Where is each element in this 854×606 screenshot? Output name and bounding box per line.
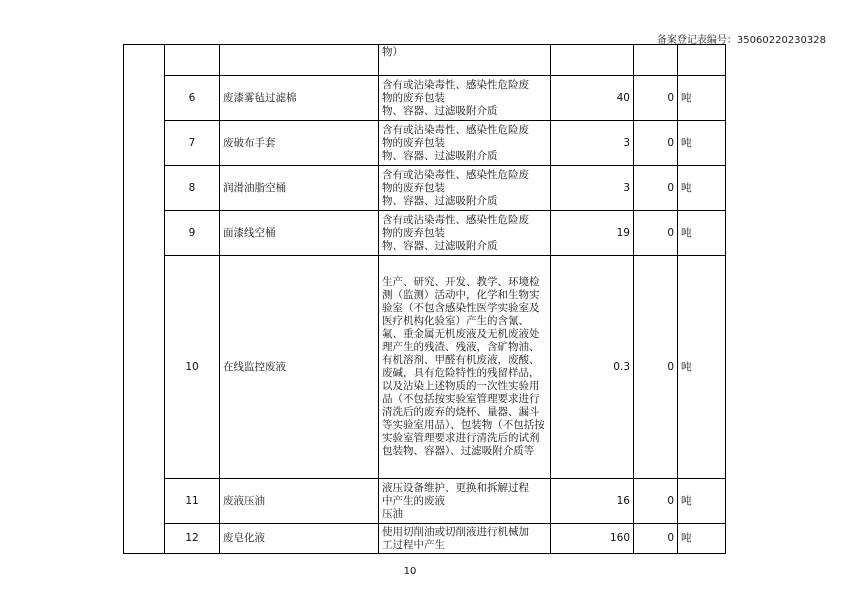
waste-name: 废破布手套	[220, 121, 379, 166]
waste-name: 废皂化液	[220, 524, 379, 554]
row-number: 11	[165, 479, 220, 524]
table-row	[124, 479, 726, 524]
quantity-generated: 160	[551, 524, 634, 554]
quantity-generated: 0.3	[551, 256, 634, 479]
quantity-generated: 3	[551, 166, 634, 211]
row-number: 12	[165, 524, 220, 554]
waste-description: 液压设备维护、更换和拆解过程 中产生的废液 压油	[379, 479, 551, 524]
table-row	[124, 76, 726, 121]
row-number: 10	[165, 256, 220, 479]
table-row	[124, 524, 726, 554]
unit: 吨	[678, 256, 726, 479]
table-row	[124, 121, 726, 166]
waste-description: 使用切削油或切削液进行机械加 工过程中产生	[379, 524, 551, 554]
quantity-second: 0	[634, 524, 678, 554]
row-number: 9	[165, 211, 220, 256]
waste-name: 面漆线空桶	[220, 211, 379, 256]
row-number: 6	[165, 76, 220, 121]
waste-description: 含有或沾染毒性、感染性危险废 物的废弃包装 物、容器、过滤吸附介质	[379, 76, 551, 121]
quantity-second: 0	[634, 166, 678, 211]
waste-name: 润滑油脂空桶	[220, 166, 379, 211]
waste-description: 生产、研究、开发、教学、环境检测（监测）活动中，化学和生物实验室（不包含感染性医学实验室及医疗机构化验室）产生的含氰、氟、重金属无机废液及无机废液处理产生的残渣、残液，含矿物油、有机溶剂、甲醛有机废液，废酸、废碱，具有危险特性的残留样品，以及沾染上述物质的一次性实验用品（不包括按实验室管理要求进行清洗后的废弃的烧杯、量器、漏斗等实验室用品）、包装物（不包括按实验室管理要求进行清洗后的试剂包装物、容器）、过滤吸附介质等	[379, 256, 551, 479]
page-number: 10	[403, 566, 417, 577]
table-row	[124, 256, 726, 479]
merged-left-cell	[124, 45, 165, 554]
unit: 吨	[678, 121, 726, 166]
waste-description: 含有或沾染毒性、感染性危险废 物的废弃包装 物、容器、过滤吸附介质	[379, 211, 551, 256]
waste-description: 含有或沾染毒性、感染性危险废 物的废弃包装 物、容器、过滤吸附介质	[379, 166, 551, 211]
desc-tail: 物）	[379, 45, 551, 76]
table-row	[124, 211, 726, 256]
table-row-continued	[124, 45, 726, 76]
quantity-second: 0	[634, 76, 678, 121]
waste-name: 废漆雾毡过滤棉	[220, 76, 379, 121]
waste-name: 废液压油	[220, 479, 379, 524]
quantity-generated: 16	[551, 479, 634, 524]
table-row	[124, 166, 726, 211]
row-number: 8	[165, 166, 220, 211]
quantity-second: 0	[634, 121, 678, 166]
quantity-second: 0	[634, 479, 678, 524]
waste-description: 含有或沾染毒性、感染性危险废 物的废弃包装 物、容器、过滤吸附介质	[379, 121, 551, 166]
unit: 吨	[678, 211, 726, 256]
quantity-generated: 3	[551, 121, 634, 166]
unit: 吨	[678, 524, 726, 554]
unit: 吨	[678, 479, 726, 524]
hazardous-waste-table	[123, 44, 726, 554]
quantity-generated: 40	[551, 76, 634, 121]
row-number: 7	[165, 121, 220, 166]
unit: 吨	[678, 166, 726, 211]
registration-number: 备案登记表编号：35060220230328	[656, 35, 826, 46]
quantity-generated: 19	[551, 211, 634, 256]
quantity-second: 0	[634, 256, 678, 479]
quantity-second: 0	[634, 211, 678, 256]
waste-name: 在线监控废液	[220, 256, 379, 479]
unit: 吨	[678, 76, 726, 121]
